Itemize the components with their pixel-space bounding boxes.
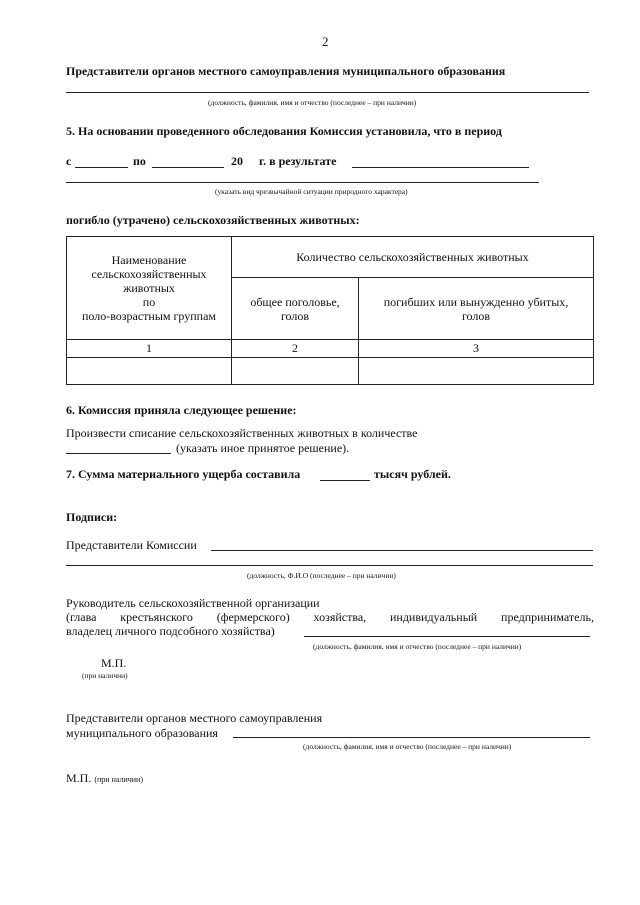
lost-heading: погибло (утрачено) сельскохозяйственных животных:	[66, 213, 360, 227]
header-underline	[66, 92, 589, 93]
stamp-note-2: (при наличии)	[94, 775, 143, 784]
table-cell-empty[interactable]	[359, 358, 594, 385]
col-name-header-line: сельскохозяйственных	[91, 267, 207, 281]
section5-heading: 5. На основании проведенного обследования Комиссия установила, что в период	[66, 124, 502, 138]
local-line2: муниципального образования	[66, 726, 218, 740]
head-line2-word: предприниматель,	[501, 610, 594, 624]
local-note: (должность, фамилия, имя и отчество (последнее – при наличии)	[303, 742, 512, 751]
table-cell-empty[interactable]	[232, 358, 359, 385]
head-line2-word: (глава	[66, 610, 97, 624]
col-lost-header-line: погибших или вынужденно убитых,	[383, 294, 569, 309]
section6-heading: 6. Комиссия приняла следующее решение:	[66, 403, 297, 417]
period-from-line[interactable]	[75, 167, 128, 168]
local-line1: Представители органов местного самоуправления	[66, 711, 323, 725]
emergency-type-note: (указать вид чрезвычайной ситуации природного характера)	[215, 187, 408, 196]
result-line[interactable]	[352, 167, 529, 168]
commission-signature-line[interactable]	[211, 550, 593, 551]
col-lost-header-line: голов	[461, 308, 491, 323]
head-signature-line[interactable]	[304, 636, 590, 637]
local-signature-line[interactable]	[233, 737, 590, 738]
head-line3: владелец личного подсобного хозяйства)	[66, 624, 275, 638]
section7-heading-end: тысяч рублей.	[374, 467, 451, 481]
decision-line2: (указать иное принятое решение).	[176, 441, 350, 455]
col-name-header	[67, 237, 232, 340]
col-name-header-line: по	[142, 295, 156, 309]
col-name-header-line: поло-возрастным группам	[81, 309, 217, 323]
col-number-1: 1	[67, 340, 232, 358]
head-line2-word: (фермерского)	[216, 610, 290, 624]
col-name-header-line: Наименование	[111, 253, 187, 267]
stamp-label: М.П.	[101, 656, 127, 670]
section7-heading-start: 7. Сумма материального ущерба составила	[66, 467, 301, 481]
period-year-label: 20	[231, 154, 243, 168]
decision-line1: Произвести списание сельскохозяйственных животных в количестве	[66, 426, 418, 440]
head-line1: Руководитель сельскохозяйственной организации	[66, 596, 320, 610]
head-line2-word: индивидуальный	[389, 610, 478, 624]
commission-note: (должность, Ф.И.О (последнее – при наличии)	[247, 571, 396, 580]
col-total-header	[232, 278, 359, 340]
page-number: 2	[322, 34, 329, 49]
period-to-line[interactable]	[152, 167, 224, 168]
commission-signature-line-2[interactable]	[66, 565, 593, 566]
col-name-header-line: животных	[123, 281, 175, 295]
period-from-label: с	[66, 154, 72, 168]
stamp-note: (при наличии)	[82, 671, 128, 680]
stamp-label-2	[66, 771, 143, 786]
col-total-header-line: общее поголовье,	[250, 294, 340, 309]
col-number-3: 3	[359, 340, 594, 358]
header-note: (должность, фамилия, имя и отчество (последнее – при наличии)	[208, 98, 417, 107]
stamp-label-2-text: М.П.	[66, 771, 92, 785]
result-label: г. в результате	[259, 154, 337, 168]
head-note: (должность, фамилия, имя и отчество (последнее – при наличии)	[313, 642, 522, 651]
header-title: Представители органов местного самоуправления муниципального образования	[66, 64, 506, 78]
head-line2-word: хозяйства,	[313, 610, 367, 624]
group-header: Количество сельскохозяйственных животных	[232, 237, 594, 278]
col-number-2: 2	[232, 340, 359, 358]
col-lost-header	[359, 278, 594, 340]
decision-fill-line[interactable]	[66, 453, 171, 454]
livestock-table	[66, 236, 594, 385]
commission-label: Представители Комиссии	[66, 538, 197, 552]
damage-amount-line[interactable]	[320, 480, 370, 481]
period-to-label: по	[133, 154, 146, 168]
head-line2	[66, 610, 594, 625]
signatures-heading: Подписи:	[66, 510, 118, 524]
head-line2-word: крестьянского	[120, 610, 193, 624]
col-total-header-line: голов	[280, 308, 310, 323]
emergency-type-line[interactable]	[66, 182, 539, 183]
table-cell-empty[interactable]	[67, 358, 232, 385]
